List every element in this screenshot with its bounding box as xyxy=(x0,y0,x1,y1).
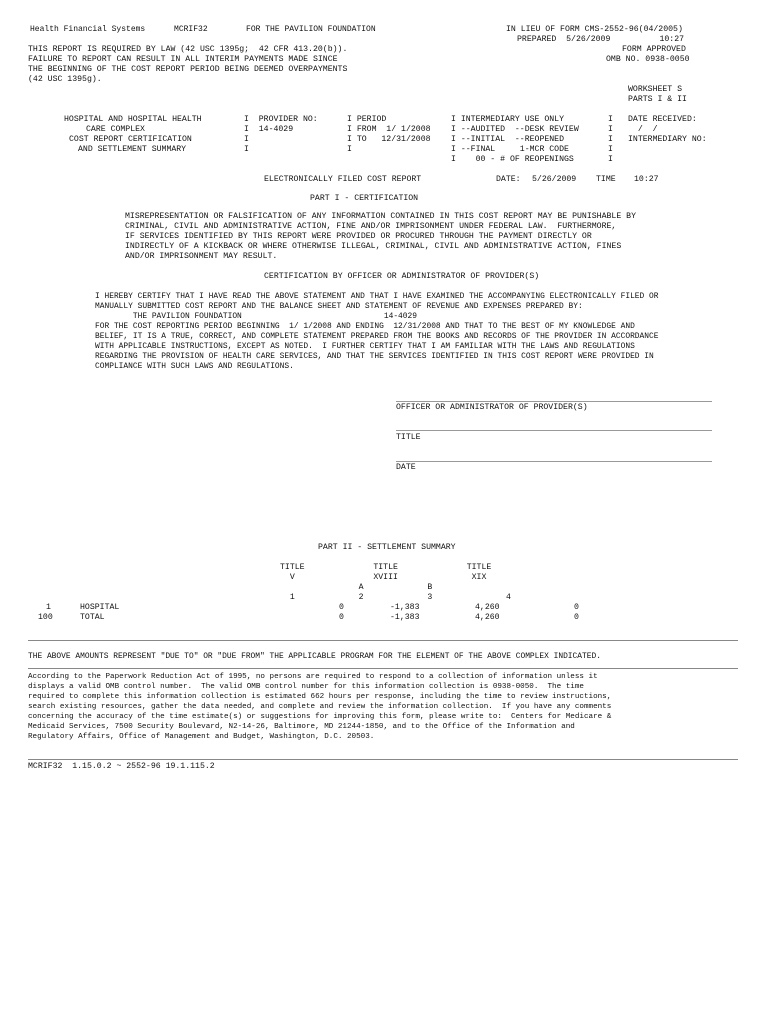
paperwork-line-3: required to complete this information collection is estimated 662 hours per response, including the time to review instructions, xyxy=(28,693,612,701)
electronically-filed-label: ELECTRONICALLY FILED COST REPORT xyxy=(264,175,422,184)
intermediary-reopenings: I 00 - # OF REOPENINGS xyxy=(451,155,574,164)
row-title-xviii-b: 4,260 xyxy=(475,603,500,612)
doc-title-line-4: AND SETTLEMENT SUMMARY xyxy=(78,145,187,154)
parts-label: PARTS I & II xyxy=(628,95,687,104)
provider-col-bar-3: I xyxy=(244,135,249,144)
row-label: TOTAL xyxy=(80,613,105,622)
cert-line-7: REGARDING THE PROVISION OF HEALTH CARE SERVICES, AND THAT THE SERVICES IDENTIFIED IN THIS COST REPORT WERE PROVIDED IN xyxy=(95,352,654,361)
officer-signature-line xyxy=(396,401,712,402)
row-title-xviii-a: -1,383 xyxy=(390,613,420,622)
row-title-xix: 0 xyxy=(574,613,579,622)
provider-no-value: I 14-4029 xyxy=(244,125,294,134)
col5-bar-4: I xyxy=(608,145,613,154)
col5-bar-3: I xyxy=(608,135,613,144)
col5-bar-2: I xyxy=(608,125,613,134)
worksheet-label: WORKSHEET S xyxy=(628,85,683,94)
misrep-line-1: MISREPRESENTATION OR FALSIFICATION OF ANY INFORMATION CONTAINED IN THIS COST REPORT MAY BE PUNISHABLE BY xyxy=(125,212,636,221)
prepared-line: PREPARED 5/26/2009 10:27 xyxy=(517,35,685,44)
part2-title: PART II - SETTLEMENT SUMMARY xyxy=(318,543,456,552)
row-number: 1 xyxy=(46,603,51,612)
software-version: MCRIF32 1.15.0.2 ~ 2552-96 19.1.115.2 xyxy=(28,762,215,771)
paperwork-line-6: Medicaid Services, 7500 Security Boulevard, N2-14-26, Baltimore, MD 21244-1850, and to the Office of the Information and xyxy=(28,723,575,731)
row-title-v: 0 xyxy=(339,613,344,622)
intermediary-initial: I --INITIAL --REOPENED xyxy=(451,135,565,144)
misrep-line-2: CRIMINAL, CIVIL AND ADMINISTRATIVE ACTION, FINE AND/OR IMPRISONMENT UNDER FEDERAL LAW. FURTHERMORE, xyxy=(125,222,617,231)
divider xyxy=(28,668,738,669)
omb-number: OMB NO. 0938-0050 xyxy=(606,55,690,64)
settlement-header-2: V XVIII XIX xyxy=(280,573,487,582)
date-received-value: / / xyxy=(628,125,658,134)
row-title-xviii-a: -1,383 xyxy=(390,603,420,612)
law-line-3: THE BEGINNING OF THE COST REPORT PERIOD BEING DEEMED OVERPAYMENTS xyxy=(28,65,348,74)
cert-line-5: BELIEF, IT IS A TRUE, CORRECT, AND COMPLETE STATEMENT PREPARED FROM THE BOOKS AND RECORDS OF THE PROVIDER IN ACCORDANCE xyxy=(95,332,659,341)
period-from: I FROM 1/ 1/2008 xyxy=(347,125,431,134)
misrep-line-3: IF SERVICES IDENTIFIED BY THIS REPORT WERE PROVIDED OR PROCURED THROUGH THE PAYMENT DIRECTLY OR xyxy=(125,232,592,241)
law-line-1: THIS REPORT IS REQUIRED BY LAW (42 USC 1395g; 42 CFR 413.20(b)). xyxy=(28,45,348,54)
col5-bar-5: I xyxy=(608,155,613,164)
form-approved: FORM APPROVED xyxy=(622,45,686,54)
doc-title-line-2: CARE COMPLEX xyxy=(86,125,145,134)
row-title-v: 0 xyxy=(339,603,344,612)
date-signature-line xyxy=(396,461,712,462)
period-to: I TO 12/31/2008 xyxy=(347,135,431,144)
paperwork-line-5: concerning the accuracy of the time estimate(s) or suggestions for improving this form, please write to: Centers for Medicare & xyxy=(28,713,612,721)
settlement-header-1: TITLE TITLE TITLE xyxy=(280,563,492,572)
law-line-4: (42 USC 1395g). xyxy=(28,75,102,84)
period-label: I PERIOD xyxy=(347,115,387,124)
intermediary-audited: I --AUDITED --DESK REVIEW xyxy=(451,125,579,134)
cert-line-4: FOR THE COST REPORTING PERIOD BEGINNING 1/ 1/2008 AND ENDING 12/31/2008 AND THAT TO THE BEST OF MY KNOWLEDGE AND xyxy=(95,322,635,331)
row-number: 100 xyxy=(38,613,53,622)
cert-line-2: MANUALLY SUBMITTED COST REPORT AND THE BALANCE SHEET AND STATEMENT OF REVENUE AND EXPENSES PREPARED BY: xyxy=(95,302,583,311)
cert-line-1: I HEREBY CERTIFY THAT I HAVE READ THE ABOVE STATEMENT AND THAT I HAVE EXAMINED THE ACCOMPANYING ELECTRONICALLY FILED OR xyxy=(95,292,659,301)
officer-signature-label: OFFICER OR ADMINISTRATOR OF PROVIDER(S) xyxy=(396,403,588,412)
certification-title: CERTIFICATION BY OFFICER OR ADMINISTRATOR OF PROVIDER(S) xyxy=(264,272,540,281)
row-title-xviii-b: 4,260 xyxy=(475,613,500,622)
filed-time-value: 10:27 xyxy=(634,175,659,184)
provider-no-label: I PROVIDER NO: xyxy=(244,115,318,124)
cert-line-6: WITH APPLICABLE INSTRUCTIONS, EXCEPT AS NOTED. I FURTHER CERTIFY THAT I AM FAMILIAR WITH THE LAWS AND REGULATIONS xyxy=(95,342,635,351)
row-label: HOSPITAL xyxy=(80,603,120,612)
cert-line-8: COMPLIANCE WITH SUCH LAWS AND REGULATIONS. xyxy=(95,362,294,371)
title-signature-line xyxy=(396,430,712,431)
paperwork-line-1: According to the Paperwork Reduction Act of 1995, no persons are required to respond to a collection of information unless it xyxy=(28,673,598,681)
law-line-2: FAILURE TO REPORT CAN RESULT IN ALL INTERIM PAYMENTS MADE SINCE xyxy=(28,55,338,64)
form-lieu-line: IN LIEU OF FORM CMS-2552-96(04/2005) xyxy=(506,25,683,34)
divider xyxy=(28,640,738,641)
title-signature-label: TITLE xyxy=(396,433,421,442)
row-title-xix: 0 xyxy=(574,603,579,612)
intermediary-final: I --FINAL 1-MCR CODE xyxy=(451,145,569,154)
paperwork-line-7: Regulatory Affairs, Office of Management and Budget, Washington, D.C. 20503. xyxy=(28,733,375,741)
col5-bar-1: I xyxy=(608,115,613,124)
intermediary-use-label: I INTERMEDIARY USE ONLY xyxy=(451,115,565,124)
intermediary-no-label: INTERMEDIARY NO: xyxy=(628,135,707,144)
paperwork-line-2: displays a valid OMB control number. The valid OMB control number for this information collection is 0938-0050. The time xyxy=(28,683,584,691)
cert-line-3: THE PAVILION FOUNDATION 14-4029 xyxy=(95,312,417,321)
amounts-note: THE ABOVE AMOUNTS REPRESENT "DUE TO" OR "DUE FROM" THE APPLICABLE PROGRAM FOR THE ELEMENT OF THE ABOVE COMPLEX INDICATED. xyxy=(28,652,601,661)
part1-title: PART I - CERTIFICATION xyxy=(310,194,419,203)
period-col-bar-4: I xyxy=(347,145,352,154)
misrep-line-4: INDIRECTLY OF A KICKBACK OR WHERE OTHERWISE ILLEGAL, CRIMINAL, CIVIL AND ADMINISTRATIVE ACTION, FINES xyxy=(125,242,622,251)
divider xyxy=(28,759,738,760)
filed-date-value: 5/26/2009 xyxy=(532,175,577,184)
date-signature-label: DATE xyxy=(396,463,416,472)
paperwork-line-4: search existing resources, gather the data needed, and complete and review the information collection. If you have any comments xyxy=(28,703,612,711)
filed-time-label: TIME xyxy=(596,175,616,184)
filed-date-label: DATE: xyxy=(496,175,521,184)
settlement-header-4: 1 2 3 4 xyxy=(280,593,511,602)
doc-title-line-1: HOSPITAL AND HOSPITAL HEALTH xyxy=(64,115,202,124)
header-left-line: Health Financial Systems MCRIF32 FOR THE PAVILION FOUNDATION xyxy=(30,25,376,34)
date-received-label: DATE RECEIVED: xyxy=(628,115,697,124)
misrep-line-5: AND/OR IMPRISONMENT MAY RESULT. xyxy=(125,252,278,261)
provider-col-bar-4: I xyxy=(244,145,249,154)
doc-title-line-3: COST REPORT CERTIFICATION xyxy=(69,135,192,144)
settlement-header-3: A B xyxy=(280,583,433,592)
